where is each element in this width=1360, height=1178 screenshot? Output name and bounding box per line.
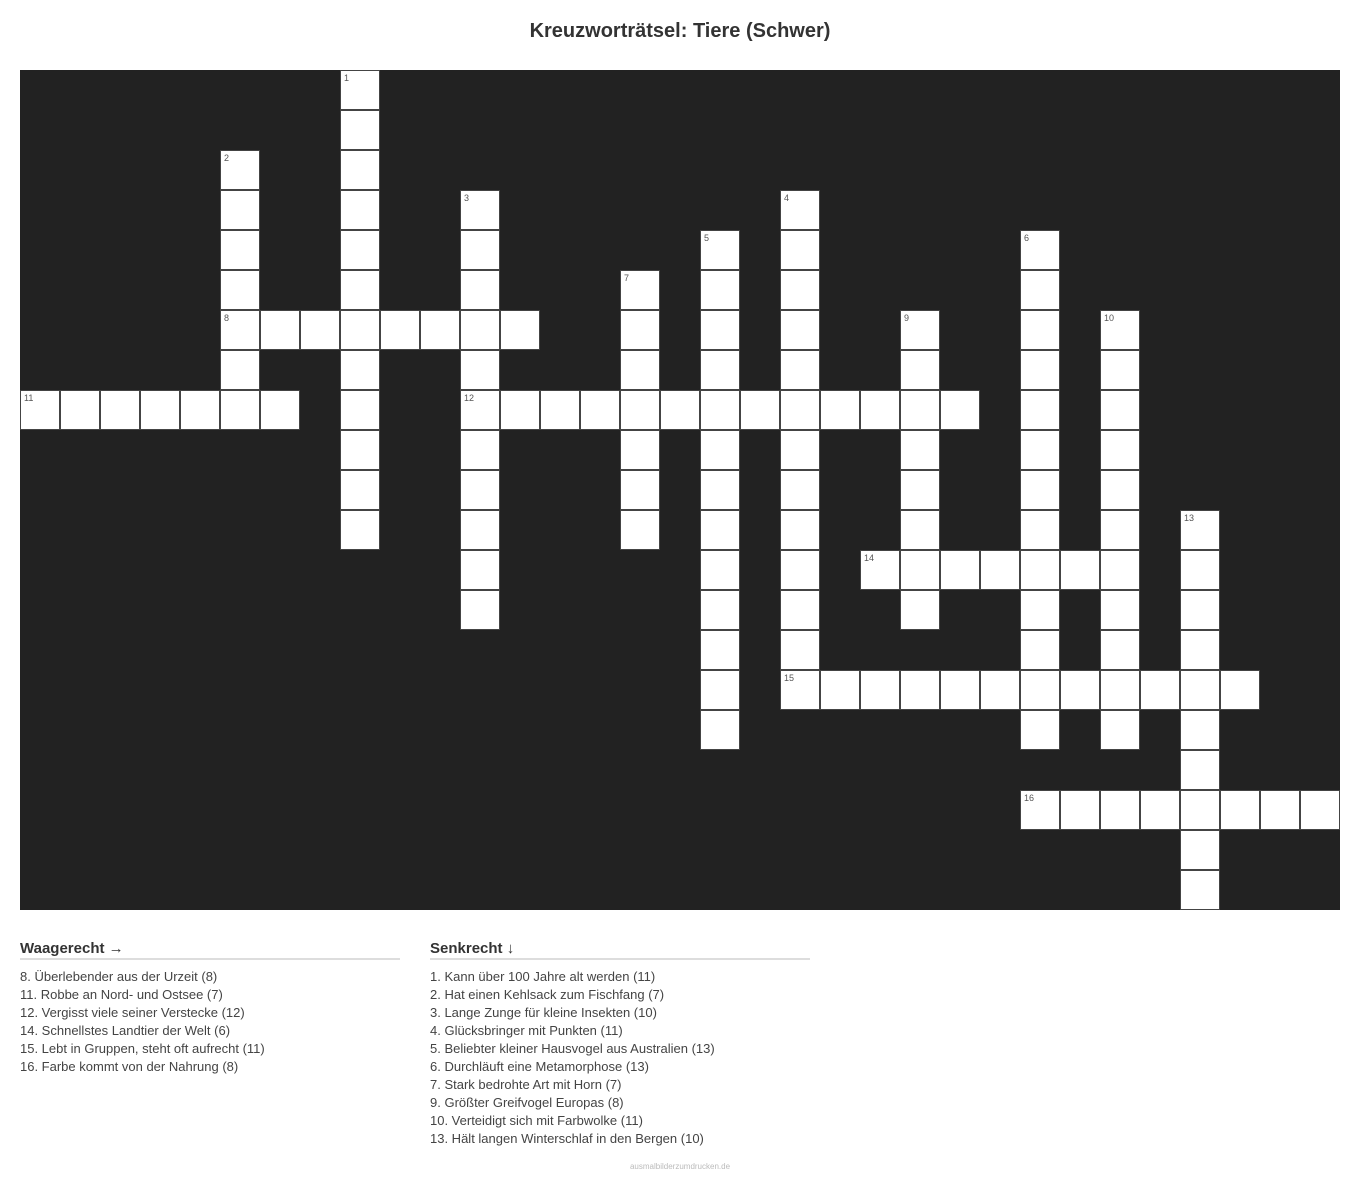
crossword-cell[interactable] [700,350,740,390]
crossword-cell[interactable] [340,350,380,390]
crossword-cell[interactable] [780,270,820,310]
crossword-cell[interactable] [900,350,940,390]
clue-across: 8. Überlebender aus der Urzeit (8) [20,969,218,984]
crossword-cell[interactable] [340,70,380,110]
crossword-cell[interactable] [1020,270,1060,310]
crossword-cell[interactable] [1100,670,1140,710]
crossword-cell[interactable] [1180,790,1220,830]
clue-number: 6 [1024,233,1030,243]
page-title: Kreuzworträtsel: Tiere (Schwer) [529,20,831,42]
crossword-cell[interactable] [60,390,100,430]
clues-across-section [20,940,400,1076]
crossword-cell[interactable] [460,510,500,550]
crossword-cell[interactable] [460,430,500,470]
crossword-cell[interactable] [700,230,740,270]
crossword-cell[interactable] [180,390,220,430]
clue-number: 3 [464,193,470,203]
crossword-cell[interactable] [340,390,380,430]
clue-down: 1. Kann über 100 Jahre alt werden (11) [430,969,656,984]
crossword-cell[interactable] [220,390,260,430]
crossword-cell[interactable] [500,390,540,430]
crossword-cell[interactable] [860,390,900,430]
crossword-cell[interactable] [140,390,180,430]
crossword-cell[interactable] [620,310,660,350]
crossword-cell[interactable] [780,670,820,710]
crossword-cell[interactable] [220,190,260,230]
crossword-cell[interactable] [1060,790,1100,830]
crossword-cell[interactable] [900,670,940,710]
crossword-cell[interactable] [740,390,780,430]
crossword-cell[interactable] [340,430,380,470]
crossword-cell[interactable] [1020,630,1060,670]
crossword-cell[interactable] [700,470,740,510]
crossword-cell[interactable] [980,670,1020,710]
crossword-cell[interactable] [1020,510,1060,550]
crossword-cell[interactable] [260,390,300,430]
clue-down: 4. Glücksbringer mit Punkten (11) [430,1023,623,1038]
crossword-cell[interactable] [780,430,820,470]
crossword-cell[interactable] [700,590,740,630]
crossword-cell[interactable] [940,390,980,430]
clue-down: 10. Verteidigt sich mit Farbwolke (11) [430,1113,643,1128]
crossword-cell[interactable] [1060,670,1100,710]
crossword-cell[interactable] [1180,870,1220,910]
footer-credit: ausmalbilderzumdrucken.de [629,1162,731,1171]
clue-across: 11. Robbe an Nord- und Ostsee (7) [20,987,223,1002]
crossword-cell[interactable] [1220,670,1260,710]
crossword-cell[interactable] [780,630,820,670]
crossword-cell[interactable] [780,310,820,350]
clue-number: 10 [1104,313,1115,323]
clue-number: 1 [344,73,350,83]
crossword-cell[interactable] [900,430,940,470]
crossword-cell[interactable] [780,350,820,390]
crossword-cell[interactable] [220,350,260,390]
crossword-cell[interactable] [1020,710,1060,750]
crossword-cell[interactable] [940,670,980,710]
crossword-cell[interactable] [860,670,900,710]
crossword-grid [20,70,1340,910]
crossword-cell[interactable] [1140,670,1180,710]
clue-down: 13. Hält langen Winterschlaf in den Bergen (10) [430,1131,704,1146]
crossword-cell[interactable] [620,430,660,470]
crossword-cell[interactable] [860,550,900,590]
clue-number: 13 [1184,513,1195,523]
crossword-cell[interactable] [580,390,620,430]
clue-across: 15. Lebt in Gruppen, steht oft aufrecht (11) [20,1041,265,1056]
crossword-cell[interactable] [1020,470,1060,510]
crossword-cell[interactable] [1020,550,1060,590]
crossword-cell[interactable] [700,430,740,470]
clue-number: 14 [864,553,875,563]
crossword-cell[interactable] [460,310,500,350]
crossword-cell[interactable] [340,110,380,150]
clue-number: 9 [904,313,910,323]
clue-number: 7 [624,273,630,283]
clue-number: 4 [784,193,790,203]
crossword-cell[interactable] [1300,790,1340,830]
clue-number: 12 [464,393,475,403]
crossword-cell[interactable] [1180,750,1220,790]
crossword-cell[interactable] [1100,710,1140,750]
crossword-cell[interactable] [340,190,380,230]
crossword-cell[interactable] [1020,390,1060,430]
crossword-cell[interactable] [620,510,660,550]
crossword-cell[interactable] [460,190,500,230]
crossword-cell[interactable] [260,310,300,350]
crossword-cell[interactable] [340,510,380,550]
crossword-cell[interactable] [900,590,940,630]
crossword-cell[interactable] [340,270,380,310]
clues-across-heading: Waagerecht → [20,940,400,960]
crossword-cell[interactable] [900,310,940,350]
crossword-cell[interactable] [460,230,500,270]
crossword-cell[interactable] [1020,670,1060,710]
crossword-cell[interactable] [700,710,740,750]
crossword-cell[interactable] [1020,430,1060,470]
crossword-cell[interactable] [1020,790,1060,830]
clue-down: 6. Durchläuft eine Metamorphose (13) [430,1059,649,1074]
crossword-cell[interactable] [1020,590,1060,630]
crossword-cell[interactable] [220,310,260,350]
crossword-cell[interactable] [1180,590,1220,630]
crossword-cell[interactable] [100,390,140,430]
clue-number: 8 [224,313,230,323]
crossword-cell[interactable] [1020,350,1060,390]
crossword-cell[interactable] [820,390,860,430]
crossword-cell[interactable] [1100,350,1140,390]
crossword-cell[interactable] [20,390,60,430]
clues-down-section [430,940,810,1148]
clue-number: 15 [784,673,795,683]
crossword-cell[interactable] [700,550,740,590]
crossword-cell[interactable] [1180,630,1220,670]
clue-across: 14. Schnellstes Landtier der Welt (6) [20,1023,231,1038]
crossword-cell[interactable] [620,390,660,430]
crossword-cell[interactable] [620,470,660,510]
crossword-cell[interactable] [1260,790,1300,830]
crossword-cell[interactable] [620,270,660,310]
crossword-cell[interactable] [1100,790,1140,830]
crossword-cell[interactable] [700,510,740,550]
crossword-cell[interactable] [900,510,940,550]
crossword-cell[interactable] [780,190,820,230]
crossword-cell[interactable] [540,390,580,430]
clue-number: 5 [704,233,710,243]
crossword-cell[interactable] [340,470,380,510]
crossword-cell[interactable] [940,550,980,590]
clue-number: 2 [224,153,230,163]
crossword-cell[interactable] [1180,710,1220,750]
crossword-cell[interactable] [460,590,500,630]
crossword-cell[interactable] [1180,550,1220,590]
crossword-cell[interactable] [700,270,740,310]
crossword-cell[interactable] [780,590,820,630]
crossword-cell[interactable] [620,350,660,390]
crossword-cell[interactable] [780,510,820,550]
clue-number: 11 [24,393,34,403]
crossword-cell[interactable] [500,310,540,350]
crossword-cell[interactable] [1100,470,1140,510]
crossword-cell[interactable] [1180,510,1220,550]
crossword-cell[interactable] [820,670,860,710]
crossword-cell[interactable] [900,470,940,510]
crossword-cell[interactable] [340,150,380,190]
crossword-cell[interactable] [340,310,380,350]
crossword-cell[interactable] [660,390,700,430]
clue-down: 9. Größter Greifvogel Europas (8) [430,1095,624,1110]
crossword-cell[interactable] [1020,230,1060,270]
crossword-cell[interactable] [700,630,740,670]
crossword-cell[interactable] [780,470,820,510]
crossword-cell[interactable] [1220,790,1260,830]
crossword-cell[interactable] [780,550,820,590]
crossword-cell[interactable] [780,390,820,430]
crossword-cell[interactable] [220,270,260,310]
crossword-cell[interactable] [380,310,420,350]
crossword-cell[interactable] [900,390,940,430]
crossword-cell[interactable] [460,270,500,310]
crossword-cell[interactable] [220,150,260,190]
crossword-cell[interactable] [700,670,740,710]
clue-down: 2. Hat einen Kehlsack zum Fischfang (7) [430,987,665,1002]
clue-across: 16. Farbe kommt von der Nahrung (8) [20,1059,239,1074]
crossword-cell[interactable] [780,230,820,270]
crossword-cell[interactable] [1180,670,1220,710]
crossword-cell[interactable] [460,470,500,510]
crossword-cell[interactable] [1100,430,1140,470]
crossword-cell[interactable] [460,390,500,430]
crossword-cell[interactable] [1100,590,1140,630]
clues-down-heading: Senkrecht ↓ [430,940,810,960]
clue-across: 12. Vergisst viele seiner Verstecke (12) [20,1005,245,1020]
crossword-cell[interactable] [340,230,380,270]
crossword-cell[interactable] [1100,630,1140,670]
crossword-cell[interactable] [1180,830,1220,870]
clue-number: 16 [1024,793,1035,803]
crossword-cell[interactable] [1060,550,1100,590]
crossword-cell[interactable] [300,310,340,350]
crossword-cell[interactable] [460,350,500,390]
clue-down: 3. Lange Zunge für kleine Insekten (10) [430,1005,657,1020]
crossword-cell[interactable] [700,310,740,350]
crossword-cell[interactable] [220,230,260,270]
crossword-cell[interactable] [900,550,940,590]
crossword-cell[interactable] [460,550,500,590]
crossword-cell[interactable] [700,390,740,430]
clue-down: 7. Stark bedrohte Art mit Horn (7) [430,1077,622,1092]
crossword-cell[interactable] [1100,550,1140,590]
clue-down: 5. Beliebter kleiner Hausvogel aus Australien (13) [430,1041,715,1056]
crossword-cell[interactable] [980,550,1020,590]
crossword-cell[interactable] [1140,790,1180,830]
crossword-cell[interactable] [1100,310,1140,350]
crossword-cell[interactable] [1100,390,1140,430]
crossword-cell[interactable] [420,310,460,350]
crossword-cell[interactable] [1020,310,1060,350]
crossword-cell[interactable] [1100,510,1140,550]
